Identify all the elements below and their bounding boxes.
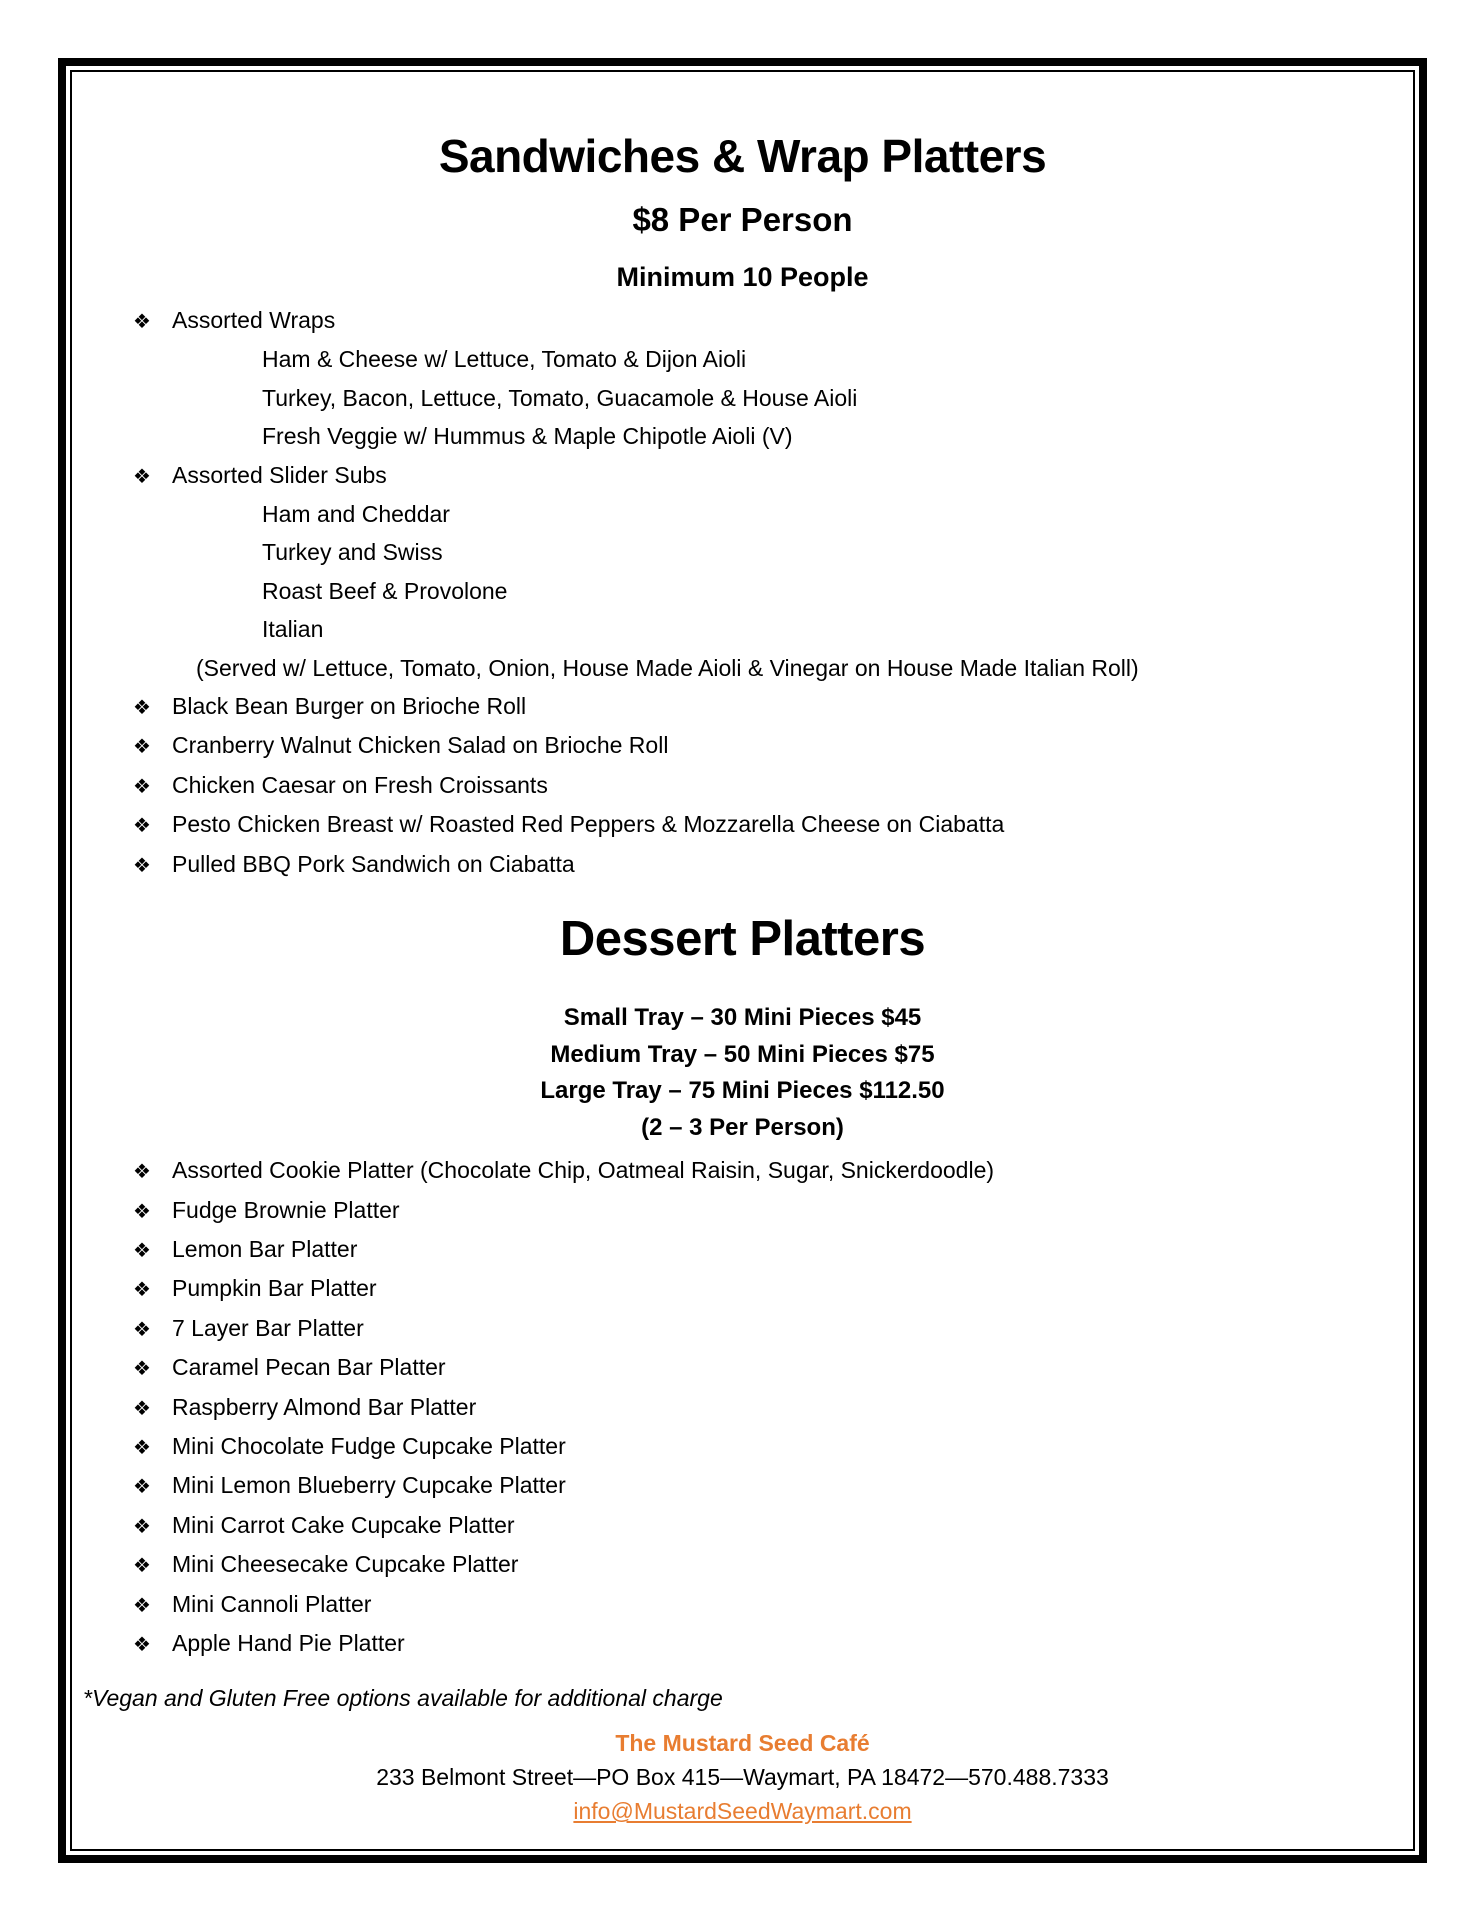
- menu-item-label: Mini Cheesecake Cupcake Platter: [172, 1551, 519, 1578]
- menu-item-label: Italian: [262, 616, 324, 643]
- diamond-bullet-icon: ❖: [133, 773, 151, 798]
- menu-item-label: Mini Carrot Cake Cupcake Platter: [172, 1511, 515, 1538]
- menu-item-label: Assorted Cookie Platter (Chocolate Chip, Oatmeal Raisin, Sugar, Snickerdoodle): [172, 1157, 995, 1184]
- menu-item: [72, 1230, 1413, 1269]
- menu-item: [72, 726, 1413, 765]
- diamond-bullet-icon: ❖: [133, 463, 151, 488]
- menu-subitem: [72, 495, 1413, 533]
- menu-item: [72, 301, 1413, 340]
- address-line: 233 Belmont Street—PO Box 415—Waymart, PA 18472—570.488.7333: [376, 1764, 1109, 1791]
- diamond-bullet-icon: ❖: [133, 1316, 151, 1341]
- menu-item: [72, 1624, 1413, 1663]
- menu-subitem: [72, 340, 1413, 378]
- menu-item: [72, 687, 1413, 726]
- menu-item-label: Turkey and Swiss: [262, 539, 443, 566]
- menu-item-label: Raspberry Almond Bar Platter: [172, 1393, 477, 1420]
- menu-item: [72, 1309, 1413, 1348]
- email-line: [72, 1794, 1413, 1828]
- tray-size-line: Medium Tray – 50 Mini Pieces $75: [550, 1040, 935, 1068]
- page-title: Sandwiches & Wrap Platters: [438, 130, 1047, 182]
- diamond-bullet-icon: ❖: [133, 1592, 151, 1617]
- diamond-bullet-icon: ❖: [133, 1159, 151, 1184]
- tray-size-line: Small Tray – 30 Mini Pieces $45: [563, 1004, 922, 1032]
- diamond-bullet-icon: ❖: [133, 1434, 151, 1459]
- menu-item: [72, 1506, 1413, 1545]
- diamond-bullet-icon: ❖: [133, 734, 151, 759]
- menu-item: [72, 1466, 1413, 1505]
- menu-item-label: Pulled BBQ Pork Sandwich on Ciabatta: [172, 850, 575, 877]
- menu-item-label: Mini Cannoli Platter: [172, 1590, 372, 1617]
- page-border-inner: [70, 70, 1415, 1851]
- tray-size-line: Large Tray – 75 Mini Pieces $112.50: [540, 1077, 945, 1105]
- menu-item: [72, 456, 1413, 495]
- diamond-bullet-icon: ❖: [133, 1237, 151, 1262]
- menu-subitem: [72, 572, 1413, 610]
- menu-item: [72, 805, 1413, 844]
- menu-item-label: Apple Hand Pie Platter: [172, 1629, 405, 1656]
- menu-item-label: Ham and Cheddar: [262, 501, 450, 528]
- menu-item: [72, 1585, 1413, 1624]
- price-line: $8 Per Person: [632, 201, 853, 238]
- serving-note: [72, 649, 1413, 687]
- diamond-bullet-icon: ❖: [133, 695, 151, 720]
- diamond-bullet-icon: ❖: [133, 1277, 151, 1302]
- menu-item-label: Pesto Chicken Breast w/ Roasted Red Peppers & Mozzarella Cheese on Ciabatta: [172, 811, 1005, 838]
- menu-subitem: [72, 533, 1413, 571]
- menu-page: [72, 72, 1413, 1849]
- menu-item: [72, 1348, 1413, 1387]
- diamond-bullet-icon: ❖: [133, 1553, 151, 1578]
- tray-pricing: [72, 1000, 1413, 1146]
- menu-item: [72, 1151, 1413, 1190]
- menu-item-label: Chicken Caesar on Fresh Croissants: [172, 771, 548, 798]
- menu-subitem: [72, 610, 1413, 648]
- per-person-line: (2 – 3 Per Person): [641, 1113, 844, 1141]
- menu-item-label: Lemon Bar Platter: [172, 1235, 358, 1262]
- menu-item: [72, 1191, 1413, 1230]
- page-border: [58, 58, 1427, 1863]
- diamond-bullet-icon: ❖: [133, 1513, 151, 1538]
- menu-item-label: Assorted Slider Subs: [172, 461, 387, 488]
- email-link[interactable]: info@MustardSeedWaymart.com: [573, 1798, 912, 1825]
- footer: [72, 1726, 1413, 1828]
- diamond-bullet-icon: ❖: [133, 1395, 151, 1420]
- menu-item-label: Black Bean Burger on Brioche Roll: [172, 693, 527, 720]
- menu-item-label: Caramel Pecan Bar Platter: [172, 1354, 446, 1381]
- menu-item-label: Pumpkin Bar Platter: [172, 1275, 377, 1302]
- menu-item: [72, 766, 1413, 805]
- menu-subitem: [72, 417, 1413, 455]
- menu-item-label: Assorted Wraps: [172, 307, 336, 333]
- menu-item-label: Cranberry Walnut Chicken Salad on Brioche Roll: [172, 732, 669, 759]
- diamond-bullet-icon: ❖: [133, 852, 151, 877]
- diamond-bullet-icon: ❖: [133, 813, 151, 838]
- business-name: The Mustard Seed Café: [615, 1730, 870, 1757]
- diamond-bullet-icon: ❖: [133, 309, 151, 333]
- diamond-bullet-icon: ❖: [133, 1631, 151, 1656]
- menu-item: [72, 1269, 1413, 1308]
- menu-item: [72, 1545, 1413, 1584]
- menu-item: [72, 845, 1413, 884]
- menu-subitem: [72, 379, 1413, 417]
- sandwich-list: [72, 301, 1413, 884]
- minimum-line: Minimum 10 People: [616, 262, 869, 292]
- menu-item: [72, 1388, 1413, 1427]
- dietary-footnote: *Vegan and Gluten Free options available for additional charge: [83, 1685, 723, 1712]
- menu-item-label: Fudge Brownie Platter: [172, 1196, 400, 1223]
- dessert-list: [72, 1151, 1413, 1663]
- menu-item: [72, 1427, 1413, 1466]
- diamond-bullet-icon: ❖: [133, 1474, 151, 1499]
- menu-item-label: Fresh Veggie w/ Hummus & Maple Chipotle Aioli (V): [262, 423, 793, 450]
- dessert-title: Dessert Platters: [559, 912, 926, 967]
- diamond-bullet-icon: ❖: [133, 1356, 151, 1381]
- menu-item-label: Ham & Cheese w/ Lettuce, Tomato & Dijon Aioli: [262, 346, 747, 373]
- menu-item-label: 7 Layer Bar Platter: [172, 1314, 364, 1341]
- menu-item-label: Mini Chocolate Fudge Cupcake Platter: [172, 1432, 566, 1459]
- diamond-bullet-icon: ❖: [133, 1198, 151, 1223]
- menu-item-label: Mini Lemon Blueberry Cupcake Platter: [172, 1472, 566, 1499]
- menu-item-label: Turkey, Bacon, Lettuce, Tomato, Guacamole & House Aioli: [262, 384, 858, 411]
- menu-item-label: Roast Beef & Provolone: [262, 577, 508, 604]
- menu-item-label: (Served w/ Lettuce, Tomato, Onion, House Made Aioli & Vinegar on House Made Italian Roll): [196, 654, 1139, 681]
